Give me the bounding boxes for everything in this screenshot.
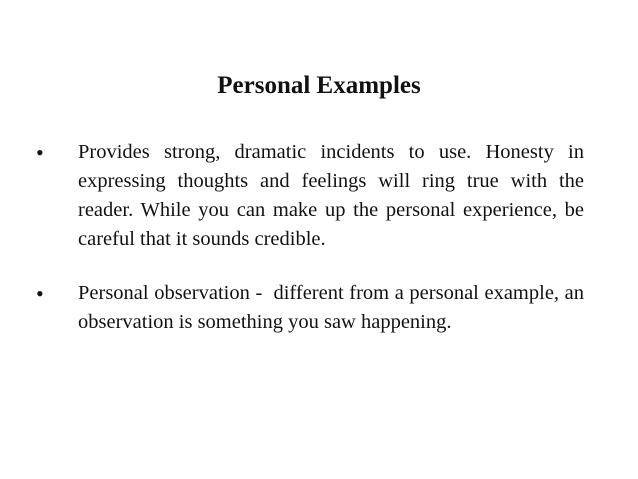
bullet-text: Personal observation - different from a personal example, an observation is something you saw happening. bbox=[78, 282, 590, 333]
bullet-icon: • bbox=[36, 140, 44, 165]
bullet-icon: • bbox=[36, 281, 44, 306]
bullet-text: Provides strong, dramatic incidents to use. Honesty in expressing thoughts and feelings will ring true with the reader. While you can make up the personal experience, be careful that it sounds credible. bbox=[78, 141, 584, 250]
bullet-item bbox=[36, 279, 590, 337]
bullet-list bbox=[36, 138, 590, 362]
slide-title: Personal Examples bbox=[217, 72, 421, 99]
bullet-item bbox=[36, 138, 584, 254]
